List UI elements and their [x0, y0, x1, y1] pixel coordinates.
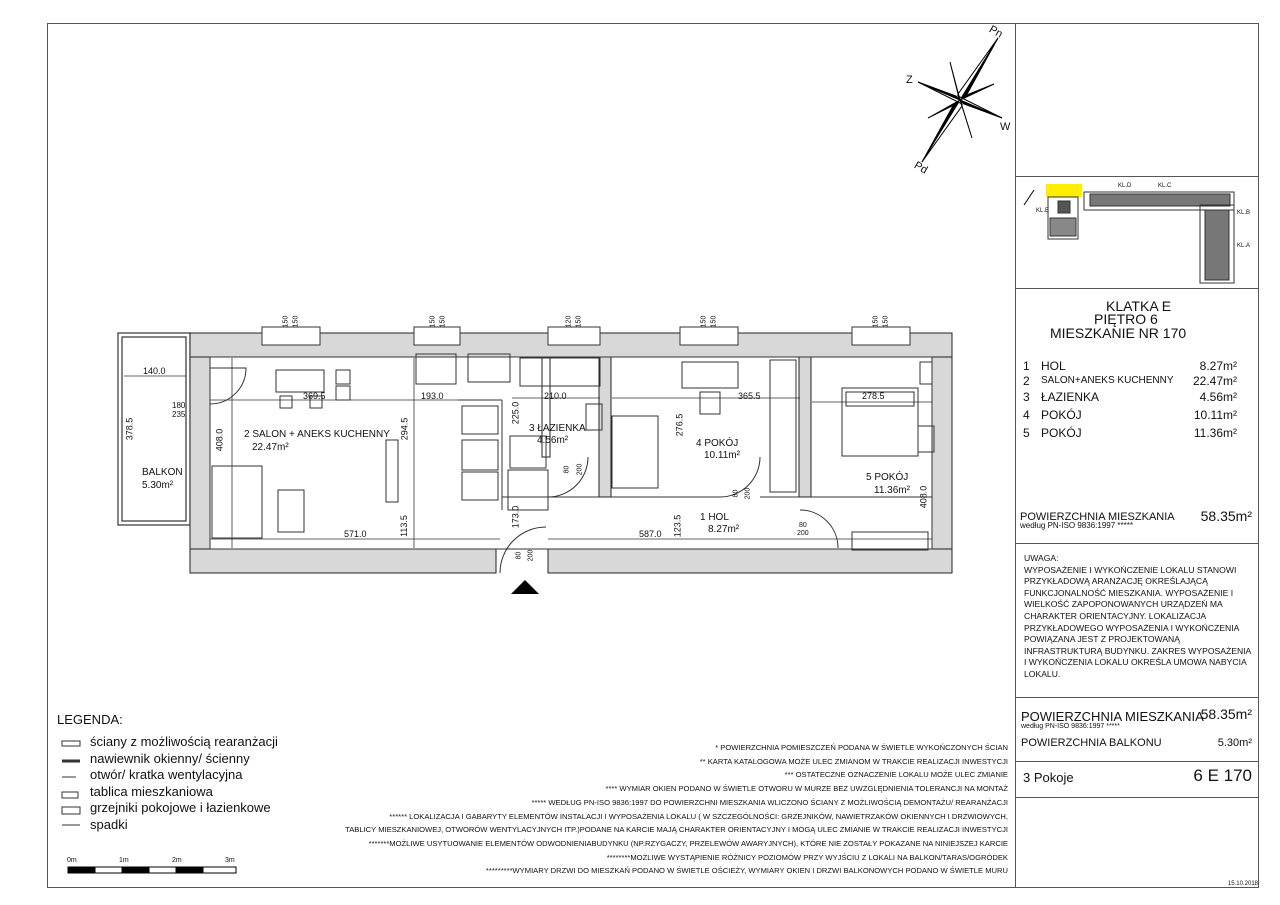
keyplan-kl-a: KL.A — [1237, 243, 1251, 249]
plan-lazienka-area: 4.56m² — [537, 435, 569, 446]
dim-label: 365.5 — [738, 391, 761, 401]
compass-pn-label: Pn — [986, 23, 1005, 41]
footnote: * POWIERZCHNIA POMIESZCZEŃ PODANA W ŚWIETLE WYKOŃCZONYCH ŚCIAN — [715, 743, 1008, 752]
keyplan-kl-c: KL.C — [1158, 183, 1172, 189]
footnotes — [345, 741, 1008, 878]
dim-label: 276.5 — [674, 413, 685, 437]
room-1-area: 8.27m² — [1199, 359, 1237, 373]
keyplan-kl-d: KL.D — [1118, 183, 1132, 189]
room-5-name: POKÓJ — [1041, 426, 1082, 440]
dim-label: 378.5 — [124, 417, 135, 441]
door-dim: 80 — [799, 522, 807, 529]
plan-hol-area: 8.27m² — [708, 524, 740, 535]
compass-rose — [918, 38, 1002, 162]
dim-label: 123.5 — [672, 514, 683, 538]
note-line: INFRASTRUKTURĄ BUDYNKU. ZAKRES WYPOSAŻENIA — [1024, 645, 1252, 656]
note-line: POWIĄZANA JEST Z PROJEKTOWANĄ — [1024, 634, 1180, 645]
compass-z-label: Z — [906, 74, 913, 86]
dim-label: 225.0 — [510, 401, 521, 425]
door-dim: 80 — [732, 489, 740, 498]
door-dim: 80 — [515, 551, 523, 560]
dim-label: 294.5 — [399, 417, 410, 441]
header-klatka: KLATKA E — [1106, 298, 1172, 314]
room-1-name: HOL — [1041, 359, 1066, 373]
room-1-no: 1 — [1023, 359, 1030, 373]
dim-label: 571.0 — [344, 529, 367, 539]
window-dim: 150 — [292, 315, 300, 328]
footnote: *** OSTATECZNE OZNACZENIE LOKALU MOŻE ULEC ZMIANIE — [784, 770, 1008, 780]
plan-pokoj5-area: 11.36m² — [874, 485, 910, 496]
summary-balcony-value: 5.30m² — [1217, 737, 1252, 749]
plan-pokoj4-area: 10.11m² — [704, 450, 740, 461]
dim-label: 193.0 — [421, 391, 444, 401]
note-line: CHARAKTER ORIENTACYJNY. LOKALIZACJA — [1024, 610, 1207, 621]
footnote: ** KARTA KATALOGOWA MOŻE ULEC ZMIANOM W TRAKCIE REALIZACJI INWESTYCJI — [699, 756, 1008, 766]
scale-bar — [68, 867, 236, 873]
door-dim: 200 — [744, 487, 752, 500]
dim-label: 408.0 — [918, 485, 929, 509]
note-title: UWAGA: — [1024, 553, 1059, 563]
door-dim: 200 — [527, 549, 535, 562]
note-line: LOKALU. — [1024, 668, 1061, 679]
door-dim: 80 — [563, 465, 571, 474]
window-dim: 150 — [700, 315, 708, 328]
dim-label: 235 — [172, 410, 186, 419]
dim-label: 210.0 — [544, 391, 567, 401]
note-line: WYPOSAŻENIE I WYKOŃCZENIE LOKALU STANOWI — [1024, 564, 1237, 575]
summary-balcony-label: POWIERZCHNIA BALKONU — [1021, 737, 1162, 749]
dim-label: 180 — [172, 401, 186, 410]
keyplan-kl-b: KL.B — [1237, 210, 1251, 216]
plan-balkon-name: BALKON — [142, 467, 183, 478]
footnote: ********MOŻLIWE WYSTĄPIENIE RÓŻNICY POZIOMÓW PRZY WYJŚCIU Z LOKALI NA BALKON/TARAS/OGRÓDEK — [606, 852, 1008, 862]
header-pietro: PIĘTRO 6 — [1094, 311, 1158, 327]
area-value: 58.35m² — [1200, 508, 1252, 524]
door-dim: 200 — [576, 463, 584, 476]
note-line: FUNKCJONALNOŚĆ MIESZKANIA. WYPOSAŻENIE I — [1024, 587, 1234, 598]
note-line: WIELKOŚĆ ZAPOPONOWANYCH URZĄDZEŃ MA — [1024, 599, 1223, 610]
plan-balkon-area: 5.30m² — [142, 480, 174, 491]
legend-title: LEGENDA: — [57, 712, 123, 727]
area-label: POWIERZCHNIA MIESZKANIA — [1020, 511, 1175, 523]
window-dim: 120 — [565, 315, 573, 328]
dim-label: 113.5 — [398, 515, 409, 537]
scale-3m: 3m — [225, 857, 235, 864]
room-2-no: 2 — [1023, 374, 1030, 388]
note-line: PRZYKŁADOWĄ ARANŻACJĘ OKREŚLAJĄCĄ — [1024, 576, 1208, 587]
plan-salon-label: 2 SALON + ANEKS KUCHENNY — [244, 429, 390, 440]
dim-label: 408.0 — [214, 428, 225, 452]
room-2-name: SALON+ANEKS KUCHENNY — [1041, 375, 1174, 386]
footnote: ***** WEDŁUG PN-ISO 9836:1997 DO POWIERZCHNI MIESZKANIA WLICZONO ŚCIANY Z MOŻLIWOŚCIĄ DEMONTAŻU/ REARANŻACJI — [531, 797, 1008, 807]
summary-unit-code: 6 E 170 — [1193, 766, 1252, 785]
plan-lazienka-label: 3 ŁAZIENKA — [529, 423, 586, 434]
compass-pd-label: Pd — [911, 159, 930, 177]
note-block — [1024, 553, 1254, 681]
area-norm: według PN-ISO 9836:1997 ***** — [1020, 521, 1133, 530]
note-line: I WYKOŃCZENIA LOKALU OKREŚLA UMOWA NABYCIA — [1024, 657, 1247, 668]
footnote: ****** LOKALIZACJA I GABARYTY ELEMENTÓW INSTALACJI I WYPOSAŻENIA LOKALU ( W SZCZEGÓLNOŚCI: GRZEJNIKÓW, NAWIETRZAKÓW OKIENNYCH I DRZWIOWYCH, — [389, 811, 1008, 821]
scale-0m: 0m — [67, 857, 77, 864]
footnote: TABLICY MIESZKANIOWEJ, OTWORÓW WENTYLACYJNYCH ITP.)PODANE NA KARCIE MAJĄ CHARAKTER ORIENTACYJNY I MOGĄ ULEC ZMIANIE W TRAKCIE REALIZACJI INWESTYCJI — [345, 825, 1008, 835]
header-mieszkanie: MIESZKANIE NR 170 — [1050, 325, 1187, 341]
outer-walls — [190, 333, 952, 573]
footnote: *******MOŻLIWE USYTUOWANIE ELEMENTÓW ODWODNIENIABUDYNKU (NP.RZYGACZY, PRZELEWÓW AWARYJNYCH), KTÓRE NIE ZOSTAŁY POKAZANE NA NINIEJSZEJ KARCIE — [368, 838, 1008, 848]
compass-w-label: W — [1000, 121, 1011, 133]
window-dim: 150 — [882, 315, 890, 328]
plan-pokoj4-label: 4 POKÓJ — [696, 438, 739, 449]
window-dim: 150 — [439, 315, 447, 328]
keyplan-kl-e: KL.E — [1036, 208, 1050, 214]
footnote: *********WYMIARY DRZWI DO MIESZKAŃ PODANO W ŚWIETLE OŚCIEŻY, WYMIARY OKIEN I DRZWI BALKONOWYCH PODANO W ŚWIETLE MURU — [485, 866, 1008, 876]
legend-item: otwór/ kratka wentylacyjna — [90, 767, 243, 782]
dim-label: 140.0 — [143, 366, 166, 376]
legend-item: tablica mieszkaniowa — [90, 783, 213, 799]
room-2-area: 22.47m² — [1192, 374, 1237, 388]
date-stamp: 15.10.2018 — [1227, 881, 1258, 887]
room-5-area: 11.36m² — [1193, 426, 1237, 440]
room-4-name: POKÓJ — [1041, 408, 1082, 422]
window-dim: 150 — [282, 315, 290, 328]
window-dim: 150 — [710, 315, 718, 328]
room-4-area: 10.11m² — [1193, 408, 1237, 422]
legend-item: ściany z możliwością rearanżacji — [90, 734, 278, 749]
dim-label: 278.5 — [862, 391, 885, 401]
plan-salon-area: 22.47m² — [252, 442, 289, 453]
plan-pokoj5-label: 5 POKÓJ — [866, 472, 909, 483]
dim-label: 587.0 — [639, 529, 662, 539]
door-dim: 200 — [797, 530, 809, 537]
room-3-name: ŁAZIENKA — [1041, 390, 1100, 404]
room-3-area: 4.56m² — [1199, 390, 1237, 404]
room-4-no: 4 — [1023, 408, 1030, 422]
summary-area-norm: według PN-ISO 9836:1997 ***** — [1021, 723, 1120, 730]
dim-label: 173.0 — [510, 505, 521, 529]
window-dim: 150 — [429, 315, 437, 328]
scale-2m: 2m — [172, 857, 182, 864]
legend-symbols — [62, 741, 80, 825]
legend-item: grzejniki pokojowe i łazienkowe — [90, 800, 271, 815]
legend-item: nawiewnik okienny/ ścienny — [90, 750, 250, 766]
window-dim: 150 — [872, 315, 880, 328]
plan-hol-label: 1 HOL — [700, 512, 729, 523]
dim-label: 369.5 — [303, 391, 326, 401]
key-plan — [1024, 184, 1234, 283]
legend-item: spadki — [90, 816, 128, 832]
room-3-no: 3 — [1023, 390, 1030, 404]
summary-rooms-count: 3 Pokoje — [1023, 770, 1074, 785]
entrance-arrow — [511, 580, 539, 594]
legend-list — [90, 734, 278, 833]
summary-area-value: 58.35m² — [1200, 706, 1252, 722]
scale-1m: 1m — [119, 857, 129, 864]
room-5-no: 5 — [1023, 426, 1030, 440]
note-line: PRZYKŁADOWEGO WYPOSAŻENIA I WYKOŃCZENIA — [1024, 622, 1240, 633]
footnote: **** WYMIAR OKIEN PODANO W ŚWIETLE OTWORU W MURZE BEZ UWZGLĘDNIENIA TOLERANCJI NA MONTAŻ — [605, 784, 1008, 794]
window-dim: 150 — [575, 315, 583, 328]
summary-area-label: POWIERZCHNIA MIESZKANIA — [1021, 709, 1204, 724]
